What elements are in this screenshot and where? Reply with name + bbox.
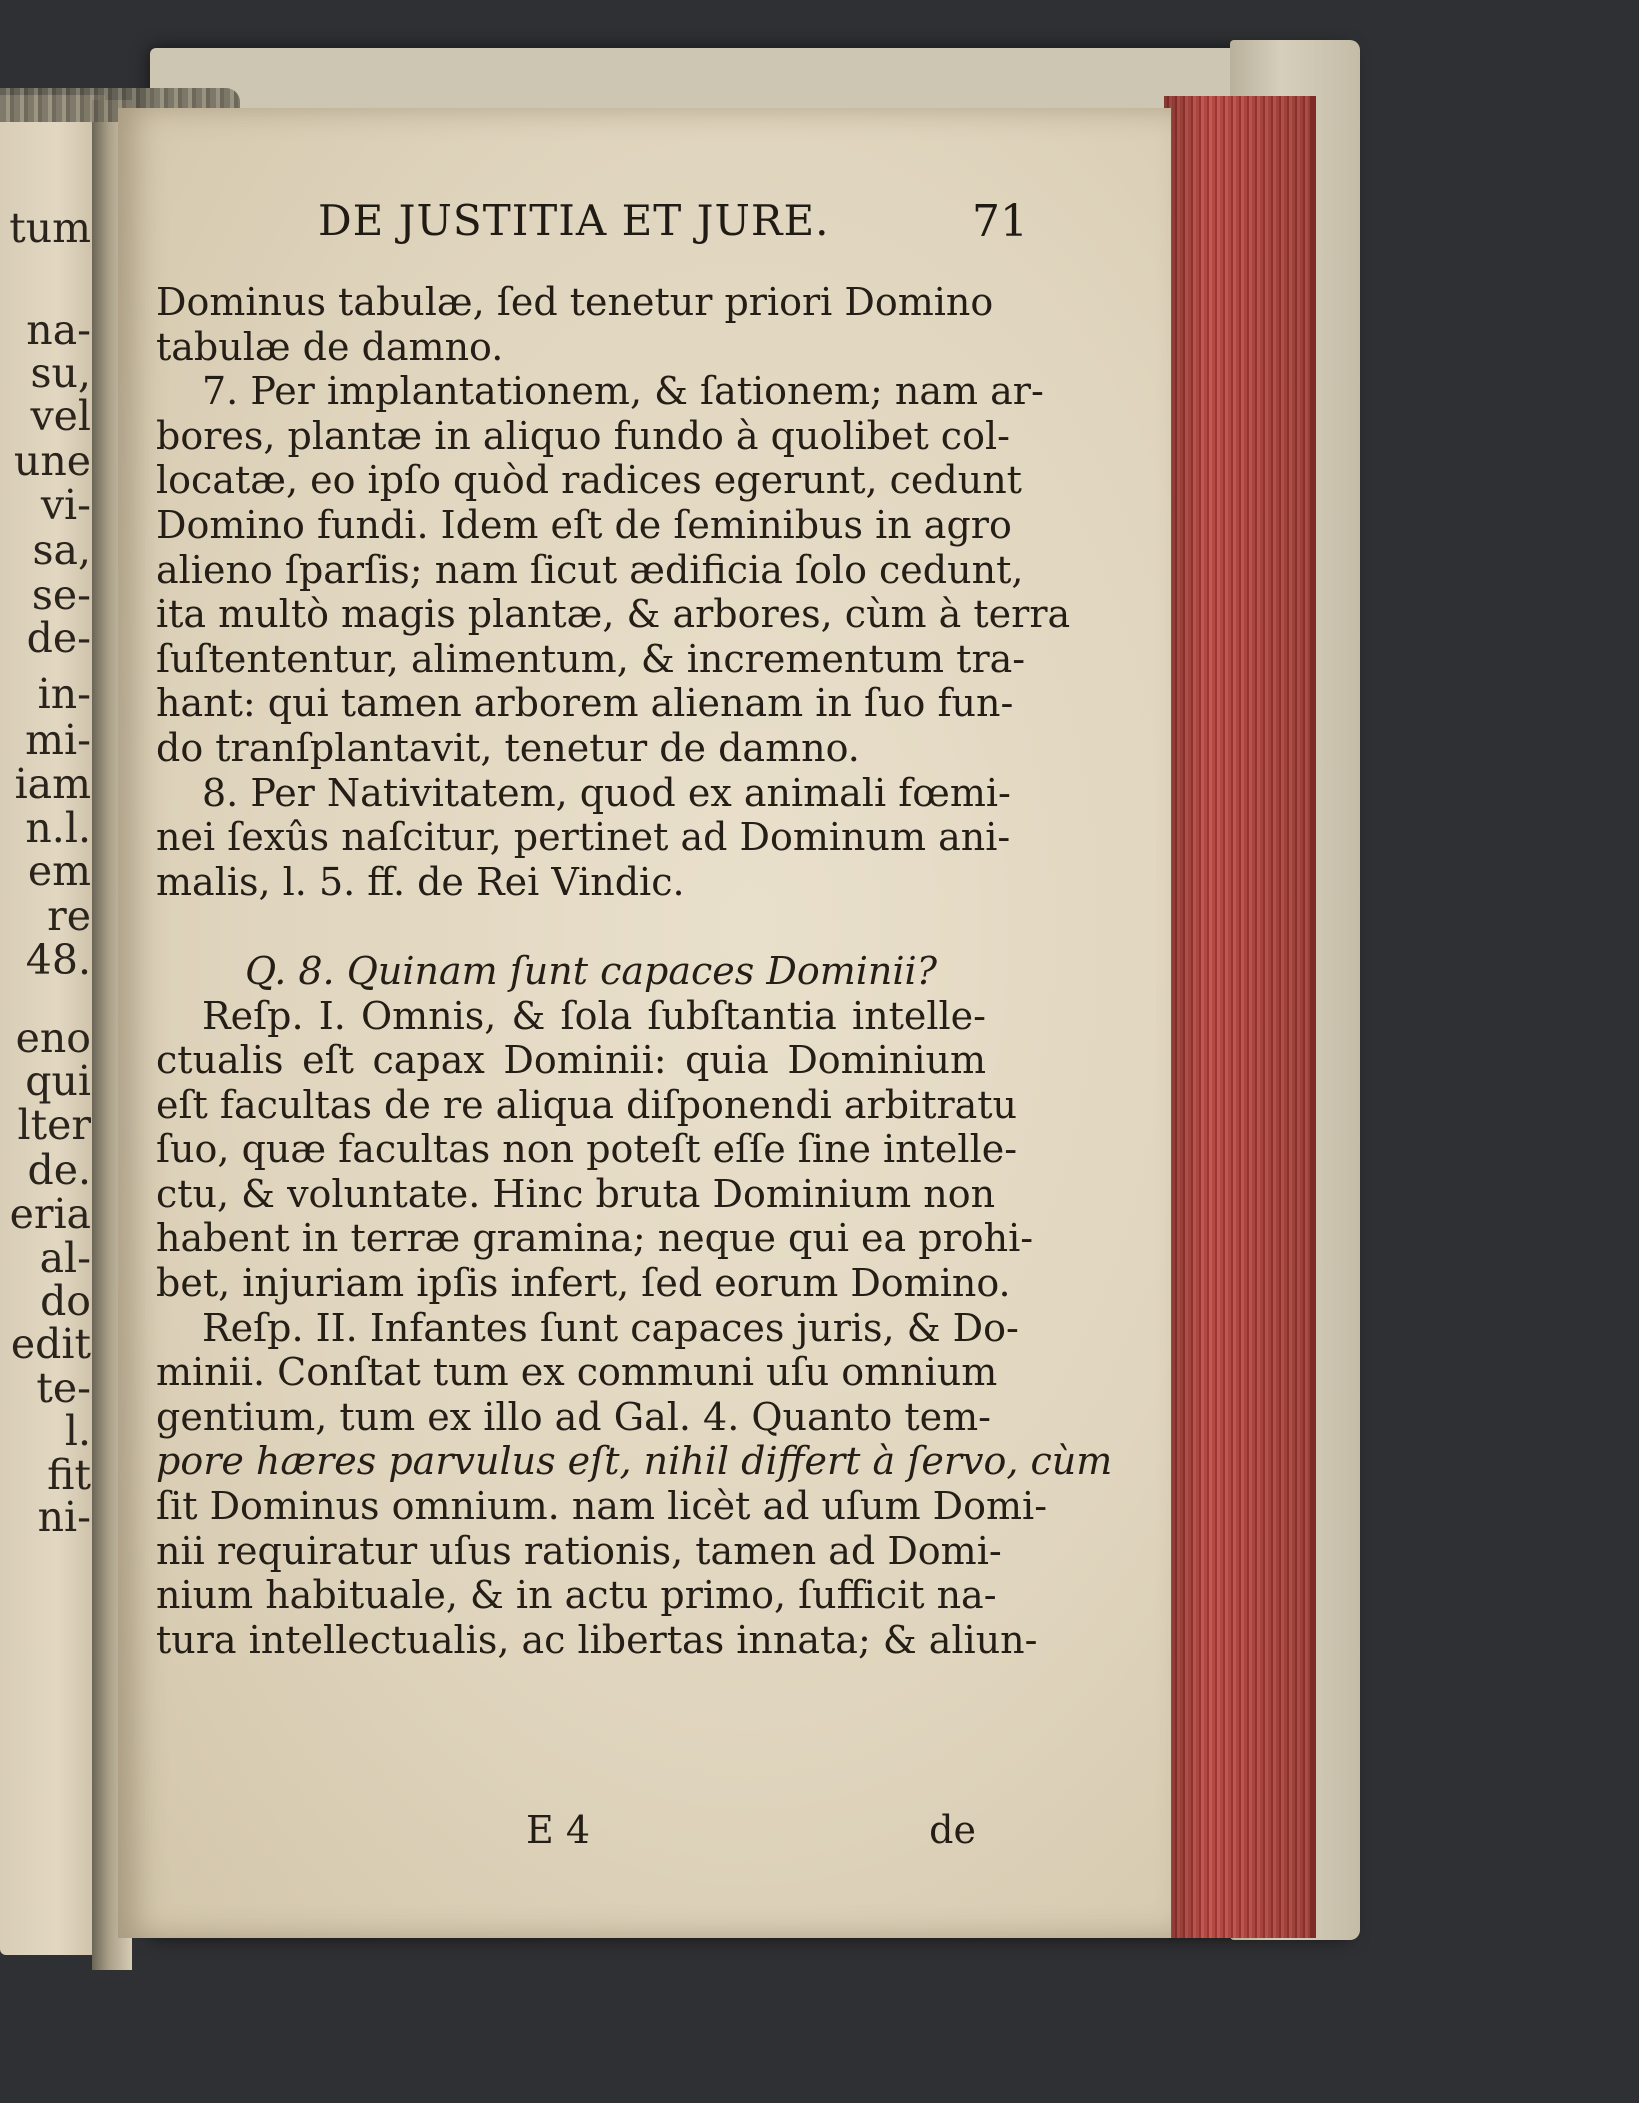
text-line: nium habituale, & in actu primo, ſufficit na- [156, 1573, 997, 1618]
text-line-content: Reſp. II. Infantes ſunt capaces juris, & Do- [202, 1305, 1019, 1350]
text-line-content: Reſp. I. Omnis, & ſola ſubſtantia intelle- [202, 993, 986, 1038]
text-line: bet, injuriam ipſis infert, ſed eorum Domino. [156, 1261, 1011, 1306]
text-line: eſt facultas de re aliqua diſponendi arbitratu [156, 1082, 1018, 1127]
text-line [156, 770, 1011, 816]
text-line: gentium, tum ex illo ad Gal. 4. Quanto tem- [156, 1394, 991, 1439]
left-fragment-text: se- [31, 571, 91, 619]
left-fragment-text: te- [36, 1364, 91, 1412]
text-line [156, 1439, 1113, 1484]
left-fragment-text: su, [30, 349, 91, 397]
text-line: bores, plantæ in aliquo fundo à quolibet col- [156, 413, 1010, 458]
left-fragment-text: em [27, 847, 91, 895]
left-fragment-text: fit [47, 1451, 91, 1499]
body-text [156, 280, 1113, 1662]
left-page-fragment [0, 95, 105, 1955]
left-fragment-text: n.l. [25, 804, 91, 852]
left-fragment-text: eria [9, 1190, 91, 1238]
text-line: habent in terræ gramina; neque qui ea prohi- [156, 1216, 1034, 1261]
text-line: nei ſexûs naſcitur, pertinet ad Dominum ani- [156, 815, 1011, 860]
text-line: nii requiratur uſus rationis, tamen ad Domi- [156, 1528, 1002, 1573]
left-fragment-text: iam [14, 760, 91, 808]
running-header [318, 196, 1038, 246]
left-fragment-text: l. [64, 1407, 91, 1455]
left-fragment-text: de. [27, 1146, 91, 1194]
text-line: do tranſplantavit, tenetur de damno. [156, 725, 860, 770]
left-fragment-text: na- [26, 306, 91, 354]
text-line: locatæ, eo ipſo quòd radices egerunt, cedunt [156, 458, 1022, 503]
left-fragment-text: sa, [32, 526, 91, 574]
text-line: hant: qui tamen arborem alienam in ſuo fun- [156, 681, 1014, 726]
left-fragment-text: do [40, 1277, 91, 1325]
running-title: DE JUSTITIA ET JURE. [318, 196, 830, 245]
text-line: ſuo, quæ facultas non poteſt eſſe ſine intelle- [156, 1127, 1018, 1172]
left-fragment-text: vel [30, 392, 91, 440]
page-number: 71 [972, 196, 1028, 247]
text-line: alieno ſparſis; nam ſicut ædificia ſolo cedunt, [156, 547, 1024, 592]
text-line-italic: pore hæres parvulus eſt, nihil differt à ſervo, cùm [156, 1439, 1113, 1484]
text-line [156, 369, 1044, 414]
text-line: minii. Conſtat tum ex communi uſu omnium [156, 1350, 998, 1395]
text-line-content: 8. Per Nativitatem, quod ex animali fœmi- [202, 770, 1011, 815]
text-line: Domino fundi. Idem eſt de ſeminibus in agro [156, 502, 1012, 547]
left-fragment-text: re [47, 892, 91, 940]
left-fragment-text: qui [25, 1057, 91, 1105]
left-fragment-text: une [13, 437, 91, 485]
question-heading [156, 949, 986, 994]
text-line [156, 1305, 1019, 1351]
text-line: tabulæ de damno. [156, 324, 504, 369]
text-line: tura intellectualis, ac libertas innata; & aliun- [156, 1617, 1038, 1662]
left-fragment-text: vi- [40, 481, 91, 529]
left-fragment-text: edit [10, 1320, 91, 1368]
left-fragment-text: lter [17, 1101, 91, 1149]
text-line: Dominus tabulæ, ſed tenetur priori Domino [156, 280, 994, 324]
text-line-content: 7. Per implantationem, & ſationem; nam ar- [202, 369, 1044, 414]
text-line: ctu, & voluntate. Hinc bruta Dominium non [156, 1171, 996, 1216]
text-line: ctualis eſt capax Dominii: quia Dominium [156, 1038, 986, 1083]
left-page-text [0, 95, 105, 1955]
text-line: ſuſtententur, alimentum, & incrementum tra- [156, 636, 1026, 681]
text-line: ita multò magis plantæ, & arbores, cùm à terra [156, 592, 1071, 637]
left-fragment-text: tum [9, 204, 91, 252]
text-line [156, 994, 986, 1039]
text-line: malis, l. 5. ff. de Rei Vindic. [156, 859, 685, 904]
signature-mark: E 4 [526, 1808, 590, 1852]
left-fragment-text: ni- [37, 1493, 91, 1541]
question-heading-text: Q. 8. Quinam ſunt capaces Dominii? [244, 948, 938, 993]
page-footer [156, 1808, 986, 1852]
text-line: ſit Dominus omnium. nam licèt ad uſum Domi- [156, 1484, 1048, 1529]
left-fragment-text: al- [39, 1234, 91, 1282]
left-fragment-text: mi- [25, 716, 91, 764]
left-fragment-text: 48. [25, 936, 91, 984]
catchword: de [929, 1808, 976, 1852]
left-fragment-text: in- [37, 670, 91, 718]
blank-line [156, 904, 986, 949]
left-fragment-text: eno [15, 1014, 91, 1062]
page-edges-shade [1164, 96, 1310, 1938]
left-fragment-text: de- [26, 614, 91, 662]
